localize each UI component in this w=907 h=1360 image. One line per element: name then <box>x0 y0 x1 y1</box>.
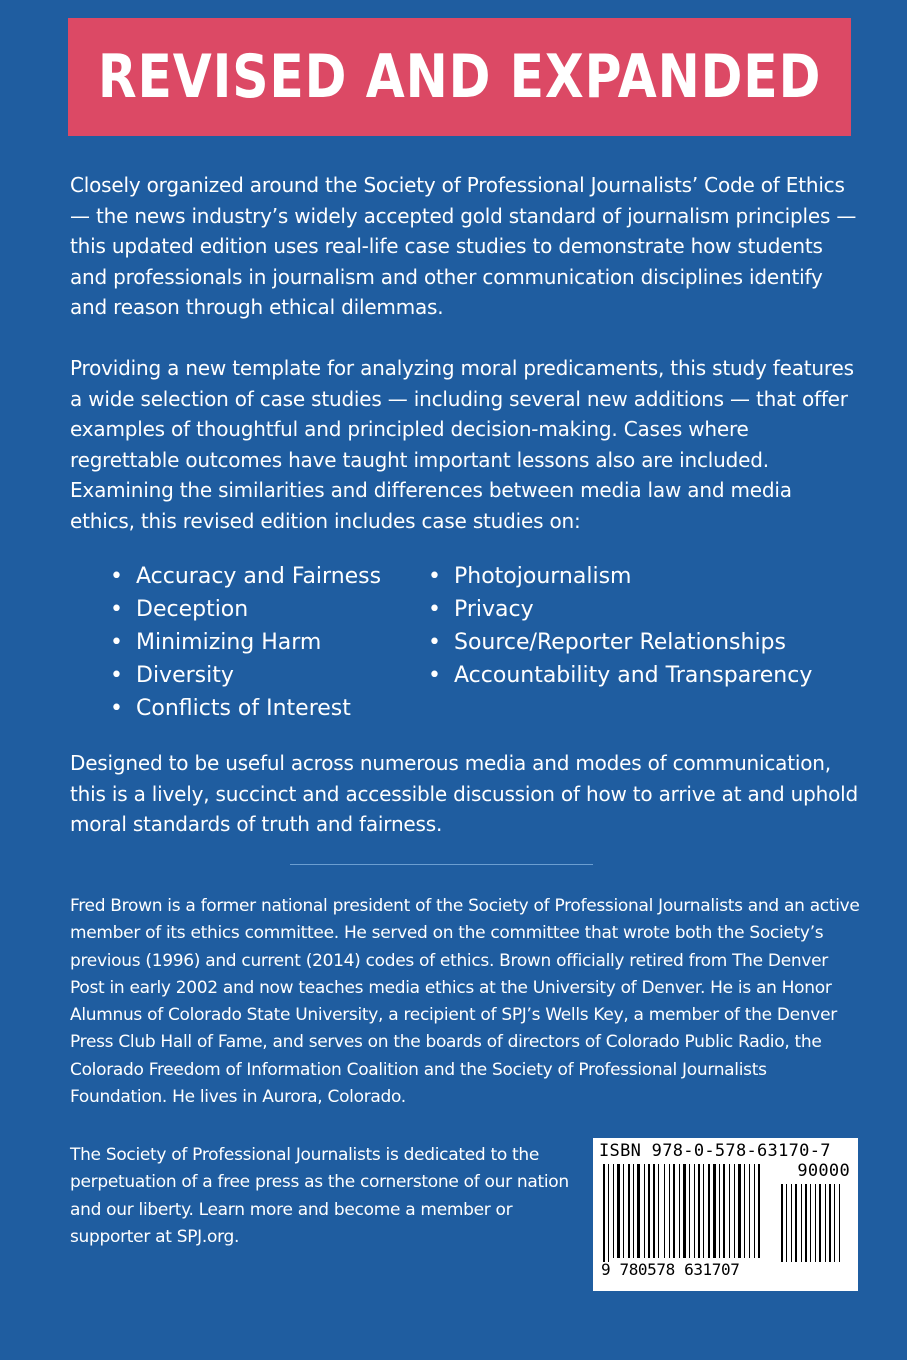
description-paragraph-1: Closely organized around the Society of Professional Journalists’ Code of Ethics — the news industry’s widely accepted gold standard of journalism principles — this updated edition uses real-life case studies to demonstrate how students and professionals in journalism and other communication disciplines identify and reason through ethical dilemmas. <box>70 173 857 319</box>
barcode-bar <box>749 1164 750 1258</box>
barcode-bar <box>628 1164 630 1258</box>
barcode-bar <box>669 1164 670 1258</box>
barcode-addon-bar <box>825 1184 826 1262</box>
topic-item: • Source/Reporter Relationships <box>428 626 812 659</box>
barcode-addon-bar <box>801 1184 802 1262</box>
barcode-bar <box>734 1164 735 1258</box>
barcode-addon-bar <box>819 1184 821 1262</box>
topic-item: • Privacy <box>428 593 812 626</box>
barcode-bar <box>679 1164 680 1258</box>
barcode-bar <box>637 1164 640 1258</box>
barcode-bar <box>648 1164 650 1258</box>
barcode-bar <box>644 1164 645 1258</box>
barcode-addon-bar <box>834 1184 835 1262</box>
spj-note: The Society of Professional Journalists is dedicated to the perpetuation of a free press as the cornerstone of our nation and our liberty. Learn more and become a member or supporter at SPJ.org. <box>70 1145 569 1247</box>
barcode-bar <box>719 1164 720 1258</box>
barcode-bar <box>698 1164 700 1258</box>
barcode-bar <box>683 1164 686 1258</box>
revised-banner <box>68 18 851 136</box>
barcode-addon-bar <box>805 1184 807 1262</box>
author-bio: Fred Brown is a former national president of the Society of Professional Journalists and an active member of its ethics committee. He served on the committee that wrote both the Society’s previous (1996) and current (2014) codes of ethics. Brown officially retired from The Denver Post in early 2002 and now teaches media ethics at the University of Denver. He is an Honor Alumnus of Colorado State University, a recipient of SPJ’s Wells Key, a member of the Denver Press Club Hall of Fame, and serves on the boards of directors of Colorado Public Radio, the Colorado Freedom of Information Coalition and the Society of Professional Journalists Foundation. He lives in Aurora, Colorado. <box>70 896 860 1108</box>
barcode-addon-bar <box>795 1184 797 1262</box>
barcode-addon-bar <box>810 1184 811 1262</box>
section-divider <box>290 864 593 865</box>
description-paragraph-2: Providing a new template for analyzing moral predicaments, this study features a wide selection of case studies — including several new additions — that offer examples of thoughtful and principled decision-making. Cases where regrettable outcomes have taught important lessons also are included. Examining the similarities and differences between media law and media ethics, this revised edition includes case studies on: <box>70 356 854 533</box>
topic-item: • Photojournalism <box>428 560 812 593</box>
isbn-label: ISBN 978-0-578-63170-7 <box>599 1141 831 1161</box>
barcode-bar <box>729 1164 730 1258</box>
topic-item: • Deception <box>110 593 381 626</box>
topic-item: • Accuracy and Fairness <box>110 560 381 593</box>
barcode-addon-bar <box>839 1184 840 1262</box>
barcode-bar <box>617 1164 620 1258</box>
barcode-bar <box>608 1164 609 1262</box>
barcode-bar <box>658 1164 659 1258</box>
barcode-bar <box>653 1164 655 1258</box>
barcode-addon-bar <box>815 1184 816 1262</box>
barcode-bar <box>708 1164 710 1258</box>
barcode-bar <box>758 1164 760 1258</box>
topics-list-right <box>428 560 812 692</box>
topics-list-left <box>110 560 381 725</box>
barcode-bar <box>623 1164 624 1258</box>
price-code: 90000 <box>797 1161 850 1181</box>
barcode-addon-bar <box>786 1184 787 1262</box>
barcode-bar <box>613 1164 614 1258</box>
barcode-bar <box>738 1164 741 1258</box>
topic-item: • Conflicts of Interest <box>110 692 381 725</box>
topic-item: • Diversity <box>110 659 381 692</box>
isbn-barcode <box>593 1138 858 1291</box>
topic-item: • Minimizing Harm <box>110 626 381 659</box>
barcode-bar <box>694 1164 695 1258</box>
barcode-bar <box>703 1164 704 1258</box>
barcode-addon-bar <box>781 1184 783 1262</box>
topic-item: • Accountability and Transparency <box>428 659 812 692</box>
barcode-bar <box>754 1164 755 1258</box>
barcode-addon-bar <box>791 1184 792 1262</box>
barcode-bar <box>713 1164 716 1258</box>
barcode-bar <box>673 1164 675 1258</box>
barcode-bar <box>744 1164 745 1258</box>
banner-title: REVISED AND EXPANDED <box>97 42 822 112</box>
barcode-addon-bar <box>829 1184 831 1262</box>
barcode-digits: 9 780578 631707 <box>601 1260 740 1279</box>
barcode-bar <box>603 1164 605 1262</box>
barcode-bar <box>664 1164 665 1258</box>
barcode-bar <box>723 1164 725 1258</box>
barcode-bar <box>689 1164 690 1258</box>
barcode-bar <box>633 1164 634 1258</box>
description-paragraph-3: Designed to be useful across numerous media and modes of communication, this is a lively, succinct and accessible discussion of how to arrive at and uphold moral standards of truth and fairness. <box>70 751 859 836</box>
